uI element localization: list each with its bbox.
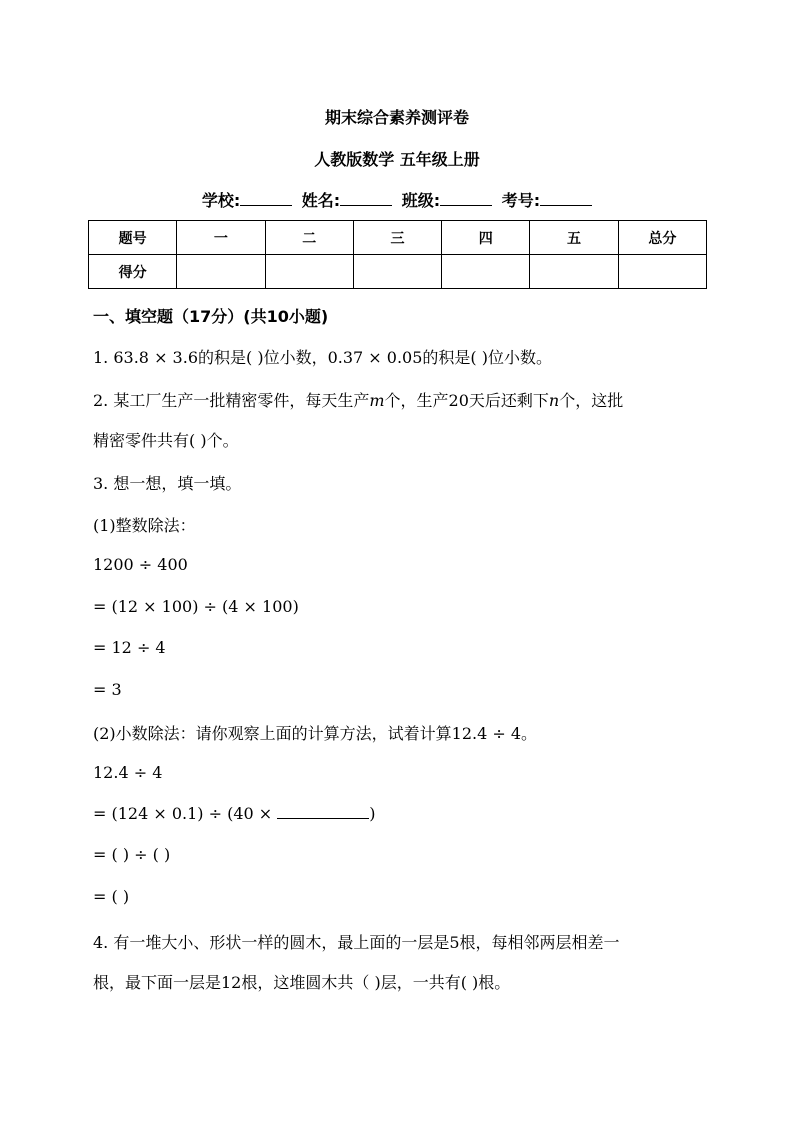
q3-calc-line-1: 1200 ÷ 400 [93,555,188,574]
header-cell: 二 [265,221,353,255]
score-cell[interactable] [530,255,618,289]
number-label: 考号: [501,191,541,210]
question-1: 1. 63.8 × 3.6的积是( )位小数，0.37 × 0.05的积是( )位小数。 [93,348,552,367]
question-3-part-1: (1)整数除法： [93,516,196,535]
section-1-title: 一、填空题（17分）(共10小题) [93,307,329,326]
name-blank[interactable] [340,191,392,206]
score-table [88,220,707,289]
class-blank[interactable] [440,191,492,206]
score-table-header-row [89,221,707,255]
question-4-line-2: 根，最下面一层是12根，这堆圆木共（ )层，一共有( )根。 [93,973,511,992]
exam-subtitle: 人教版数学 五年级上册 [314,150,480,169]
header-cell: 总分 [618,221,706,255]
score-cell[interactable] [177,255,265,289]
school-label: 学校: [201,191,241,210]
score-table-score-row [89,255,707,289]
q2-text-a: 2. 某工厂生产一批精密零件，每天生产 [93,391,370,410]
score-row-label: 得分 [89,255,177,289]
header-cell: 题号 [89,221,177,255]
name-label: 姓名: [301,191,341,210]
exam-title: 期末综合素养测评卷 [324,108,469,127]
q3-calc-line-3: = 12 ÷ 4 [93,638,166,657]
class-label: 班级: [401,191,441,210]
q3-calc-line-4: = 3 [93,680,122,699]
score-cell[interactable] [265,255,353,289]
header-cell: 四 [442,221,530,255]
question-3: 3. 想一想，填一填。 [93,474,242,493]
q3-decimal-line-2-a: = (124 × 0.1) ÷ (40 × [93,804,278,823]
question-2-line-1 [93,388,623,411]
q3-decimal-line-2 [93,804,376,823]
q3-decimal-line-3: = ( ) ÷ ( ) [93,845,171,864]
q2-var-m: m [369,391,385,410]
header-cell: 三 [353,221,441,255]
q3-answer-underline[interactable] [277,804,369,819]
school-blank[interactable] [240,191,292,206]
q3-decimal-line-1: 12.4 ÷ 4 [93,763,163,782]
q3-calc-line-2: = (12 × 100) ÷ (4 × 100) [93,597,299,616]
q2-var-n: n [548,391,560,410]
q2-text-b: 个，生产20天后还剩下 [384,391,549,410]
header-cell: 五 [530,221,618,255]
question-2-line-2: 精密零件共有( )个。 [93,431,239,450]
score-cell[interactable] [353,255,441,289]
number-blank[interactable] [540,191,592,206]
q3-decimal-line-2-b: ) [369,804,376,823]
q3-decimal-line-4: = ( ) [93,887,130,906]
student-info-line [0,188,794,211]
score-cell[interactable] [618,255,706,289]
score-cell[interactable] [442,255,530,289]
q2-text-c: 个，这批 [559,391,624,410]
header-cell: 一 [177,221,265,255]
question-3-part-2: (2)小数除法：请你观察上面的计算方法，试着计算12.4 ÷ 4。 [93,724,538,743]
question-4-line-1: 4. 有一堆大小、形状一样的圆木，最上面的一层是5根，每相邻两层相差一 [93,933,620,952]
